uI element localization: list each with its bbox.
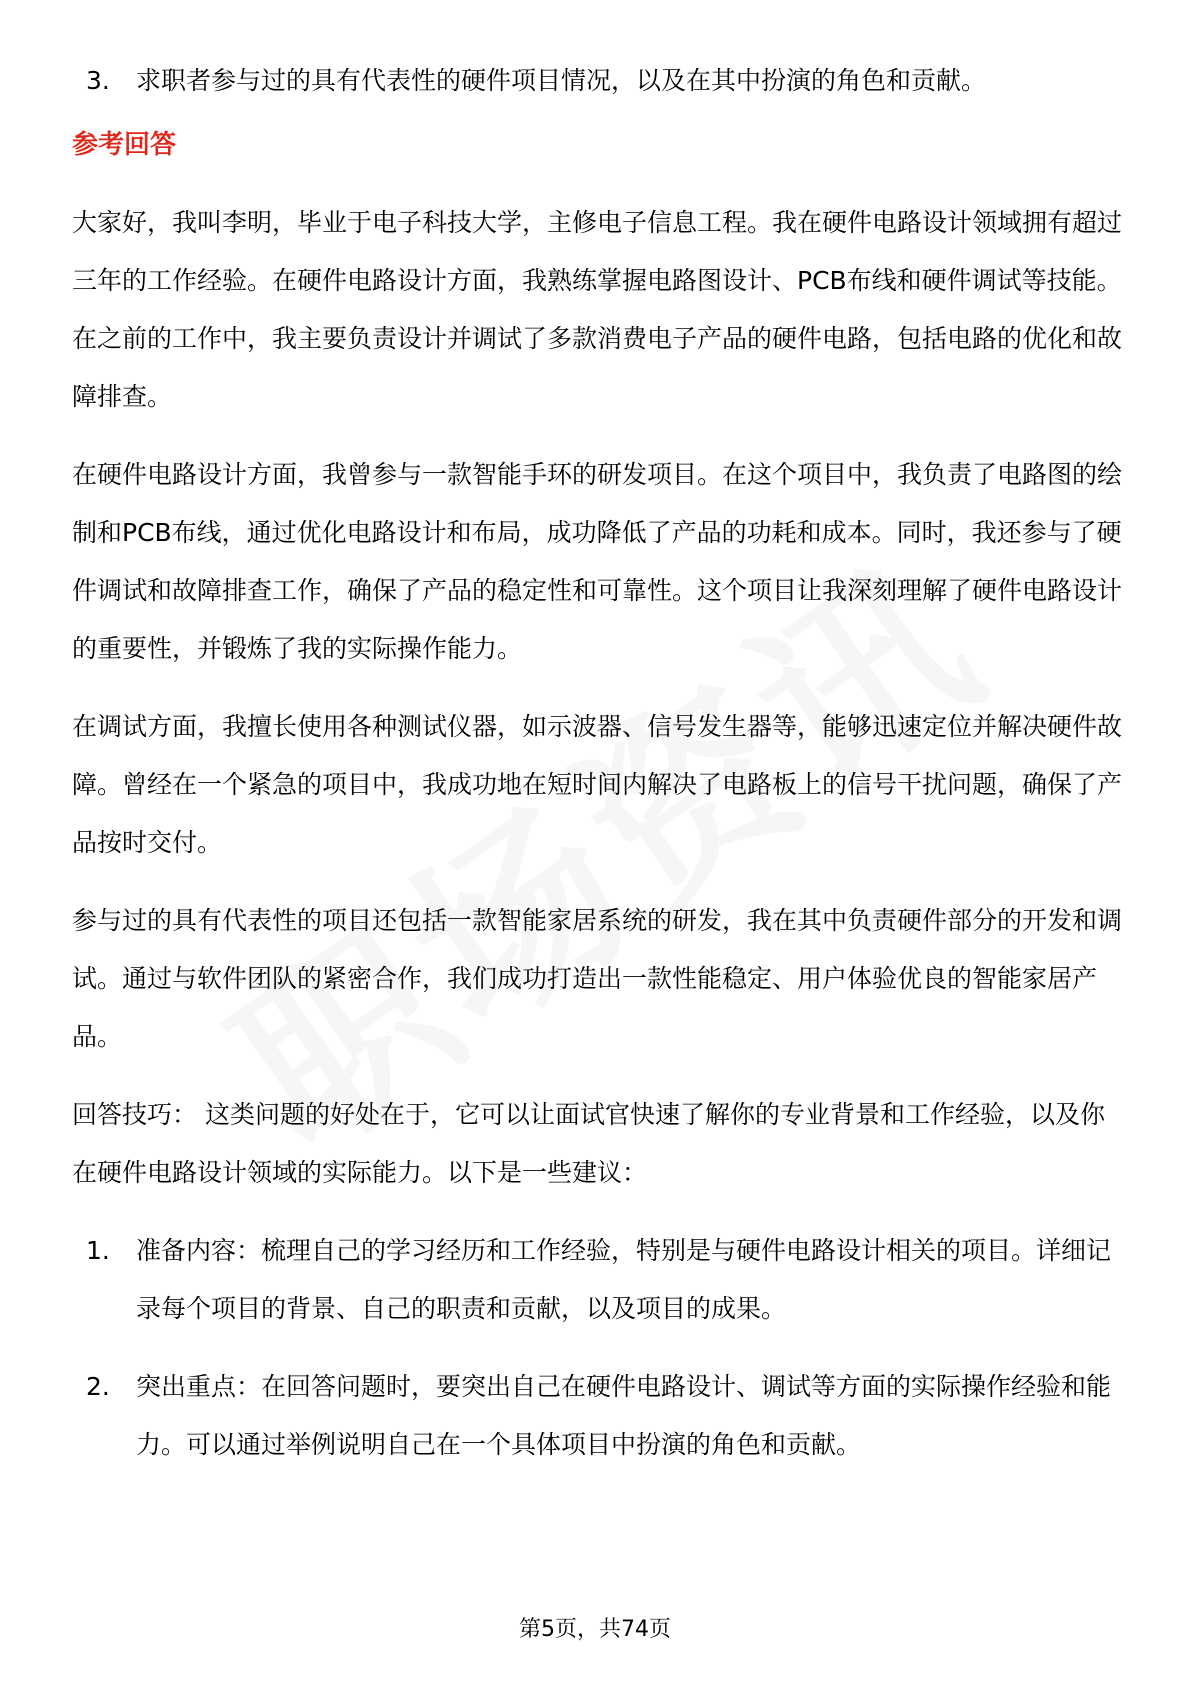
tip-item-2 (72, 1358, 1122, 1474)
section-title: 参考回答 (72, 130, 177, 160)
tip-item-1 (72, 1222, 1122, 1338)
paragraph-debugging: 在调试方面，我擅长使用各种测试仪器，如示波器、信号发生器等，能够迅速定位并解决硬件故障。曾经在一个紧急的项目中，我成功地在短时间内解决了电路板上的信号干扰问题，确保了产品按时交付。 (72, 712, 1123, 857)
list-number: 1. (86, 1236, 110, 1265)
paragraph-smart-home: 参与过的具有代表性的项目还包括一款智能家居系统的研发，我在其中负责硬件部分的开发和调试。通过与软件团队的紧密合作，我们成功打造出一款性能稳定、用户体验优良的智能家居产品。 (72, 906, 1123, 1051)
page-content (72, 52, 1122, 1474)
list-text: 突出重点：在回答问题时，要突出自己在硬件电路设计、调试等方面的实际操作经验和能力。可以通过举例说明自己在一个具体项目中扮演的角色和贡献。 (136, 1372, 1112, 1459)
list-text: 准备内容：梳理自己的学习经历和工作经验，特别是与硬件电路设计相关的项目。详细记录每个项目的背景、自己的职责和贡献，以及项目的成果。 (136, 1236, 1112, 1323)
paragraph-intro: 大家好，我叫李明，毕业于电子科技大学，主修电子信息工程。我在硬件电路设计领域拥有超过三年的工作经验。在硬件电路设计方面，我熟练掌握电路图设计、PCB布线和硬件调试等技能。在之前的工作中，我主要负责设计并调试了多款消费电子产品的硬件电路，包括电路的优化和故障排查。 (72, 208, 1123, 411)
page-footer: 第5页，共74页 (519, 1617, 671, 1642)
list-number: 2. (86, 1372, 110, 1401)
paragraph-tips-intro: 回答技巧： 这类问题的好处在于，它可以让面试官快速了解你的专业背景和工作经验，以及你在硬件电路设计领域的实际能力。以下是一些建议： (72, 1100, 1105, 1187)
list-number: 3. (86, 66, 110, 95)
question-item-3 (72, 52, 1122, 110)
paragraph-project-wristband: 在硬件电路设计方面，我曾参与一款智能手环的研发项目。在这个项目中，我负责了电路图的绘制和PCB布线，通过优化电路设计和布局，成功降低了产品的功耗和成本。同时，我还参与了硬件调试和故障排查工作，确保了产品的稳定性和可靠性。这个项目让我深刻理解了硬件电路设计的重要性，并锻炼了我的实际操作能力。 (72, 460, 1123, 663)
list-text: 求职者参与过的具有代表性的硬件项目情况，以及在其中扮演的角色和贡献。 (136, 66, 987, 95)
